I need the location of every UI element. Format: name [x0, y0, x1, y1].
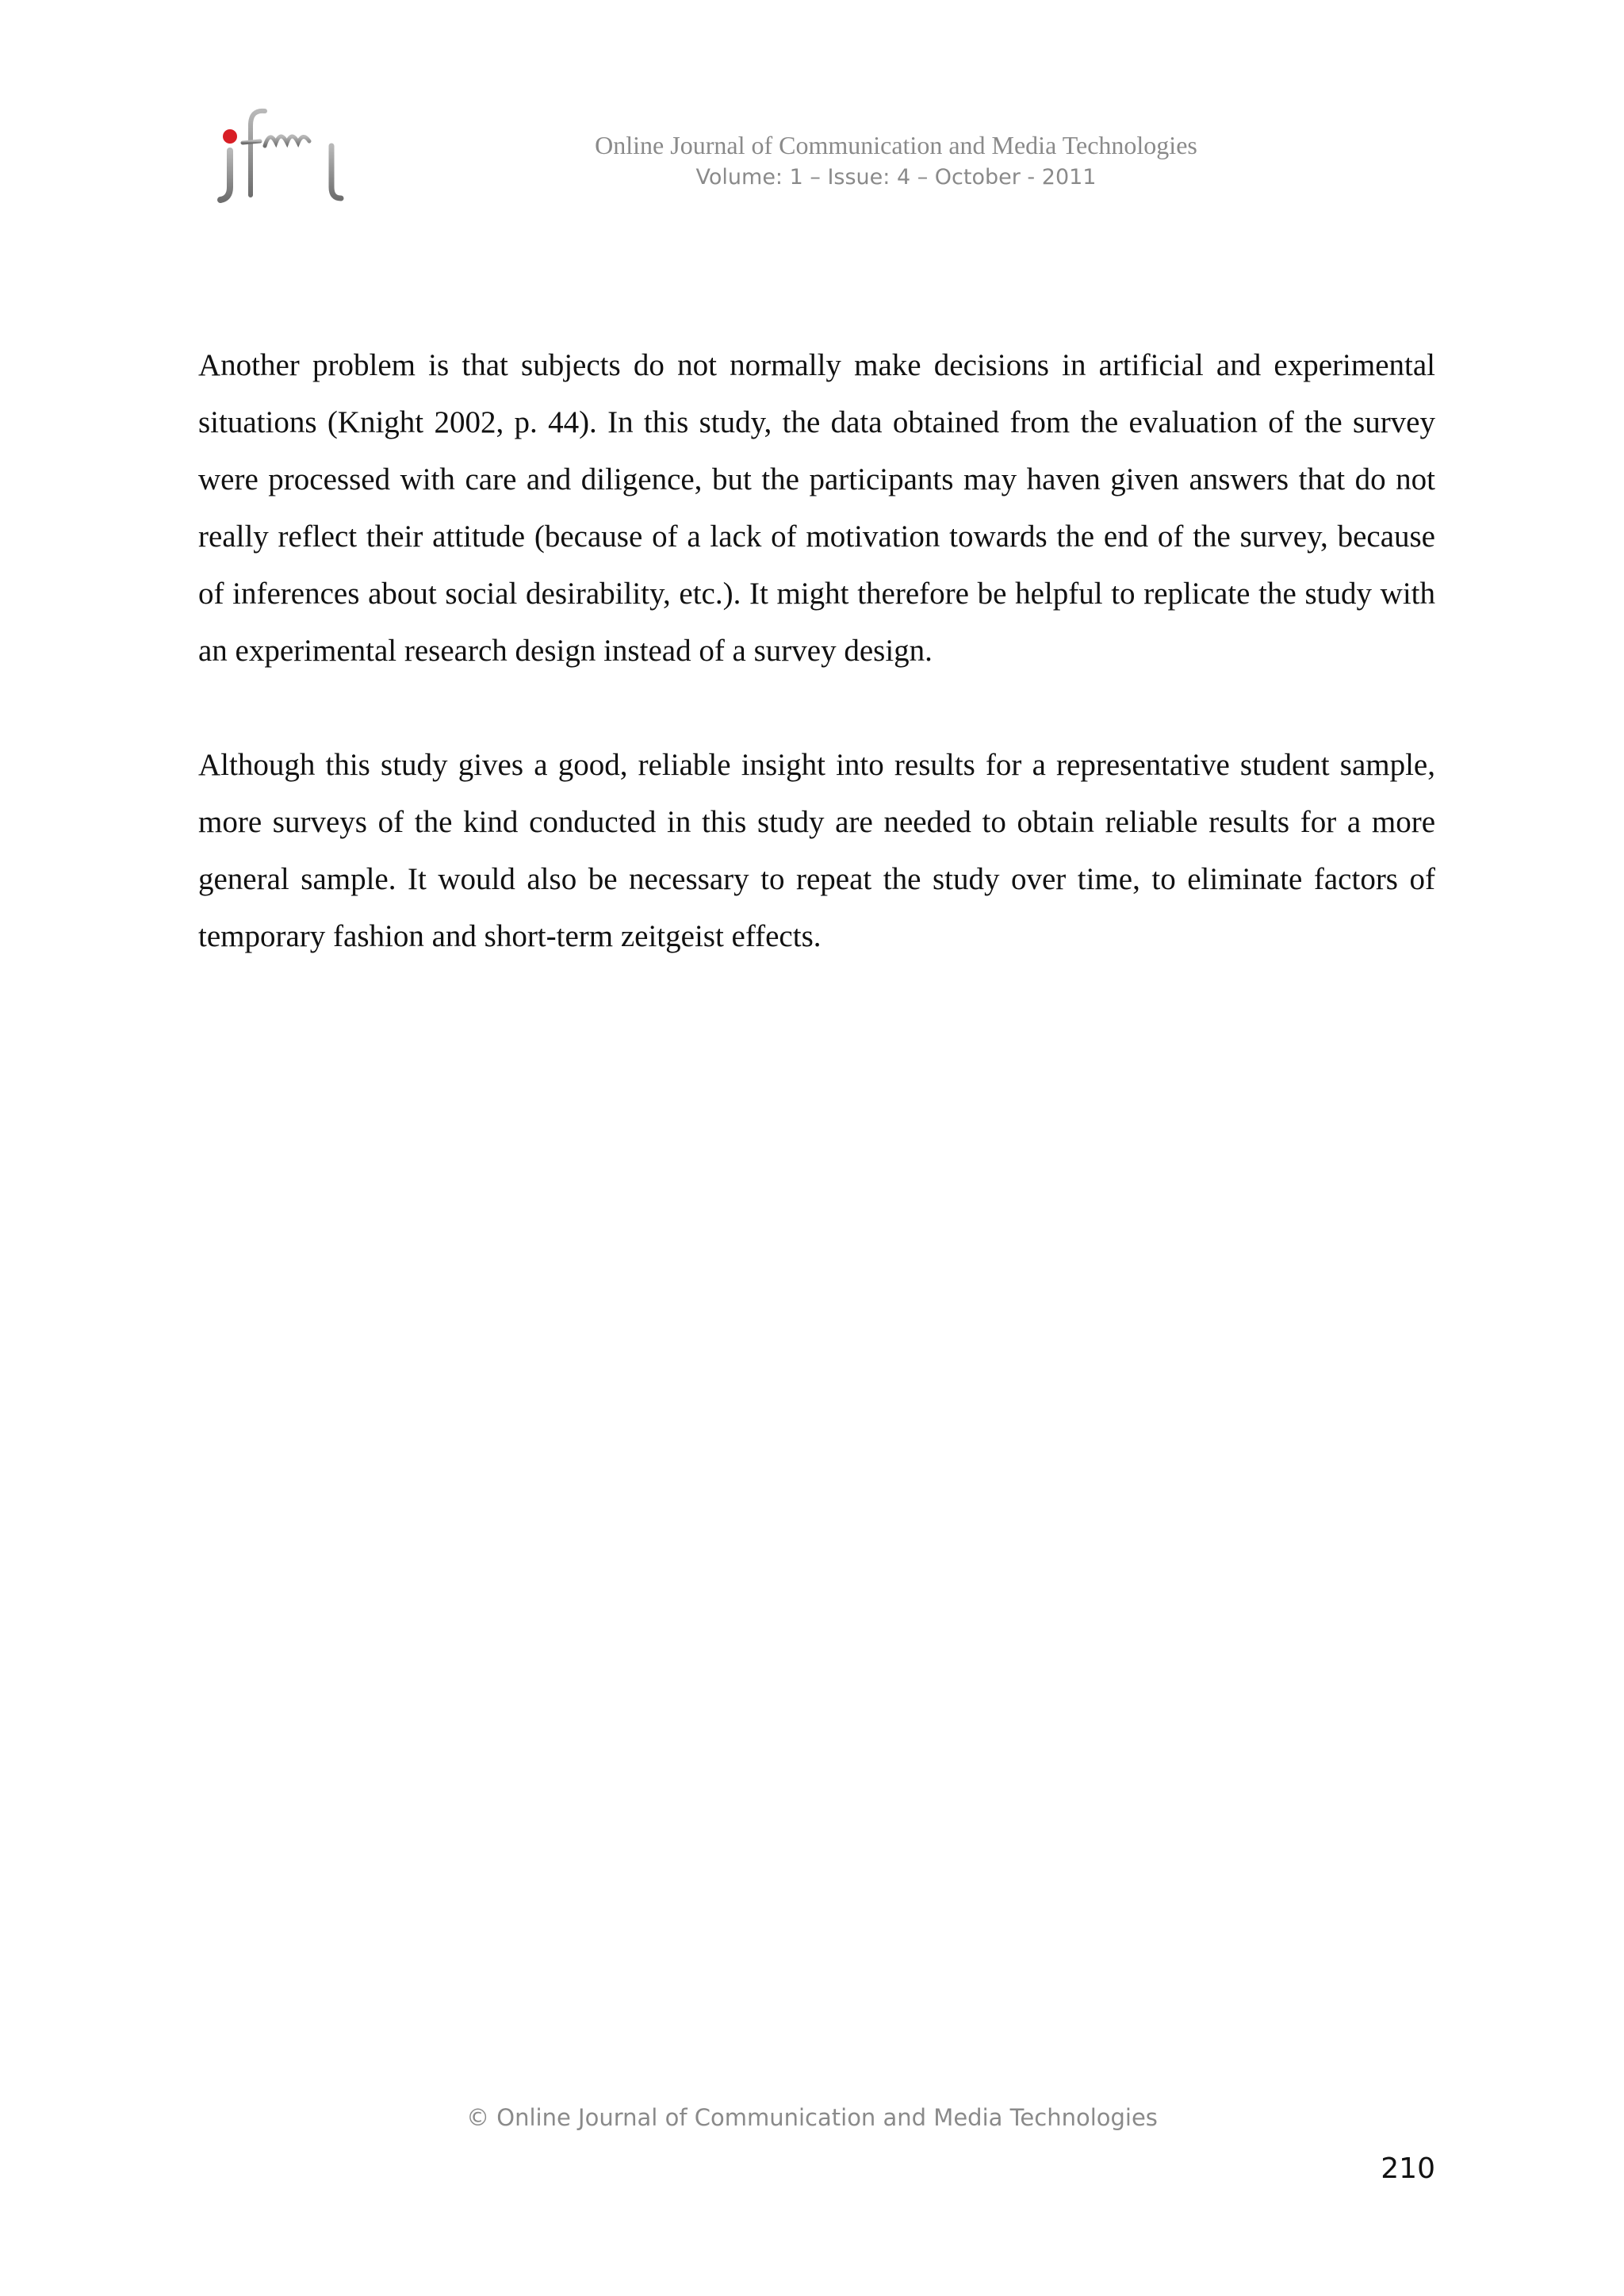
logo-mark-icon	[213, 102, 355, 205]
journal-title: Online Journal of Communication and Media Technologies	[595, 131, 1197, 159]
paragraph: Although this study gives a good, reliable insight into results for a representative student sample, more surveys of the kind conducted in this study are needed to obtain reliable results for a more general sample. It would also be necessary to repeat the study over time, to eliminate factors of temporary fashion and short-term zeitgeist effects.	[198, 748, 1435, 953]
page-number: 210	[1381, 2152, 1435, 2185]
paragraph: Another problem is that subjects do not normally make decisions in artificial and experimental situations (Knight 2002, p. 44). In this study, the data obtained from the evaluation of the survey were processed with care and diligence, but the participants may haven given answers that do not really reflect their attitude (because of a lack of motivation towards the end of the survey, because of inferences about social desirability, etc.). It might therefore be helpful to replicate the study with an experimental research design instead of a survey design.	[198, 348, 1435, 668]
volume-info: Volume: 1 – Issue: 4 – October - 2011	[695, 165, 1097, 190]
footer-copyright: © Online Journal of Communication and Media Technologies	[466, 2104, 1158, 2131]
journal-logo	[213, 102, 355, 205]
article-body	[198, 337, 1435, 965]
